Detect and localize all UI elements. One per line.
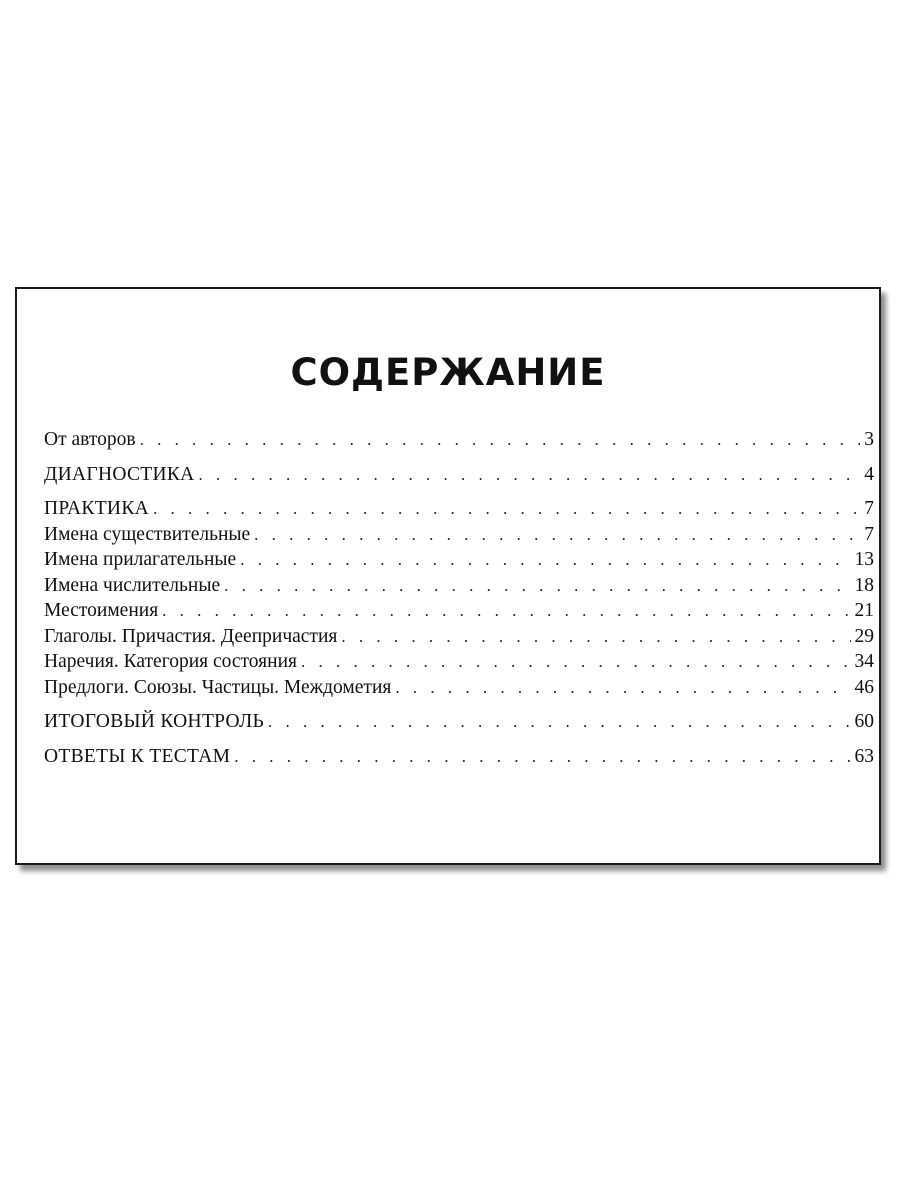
toc-entry-page: 60 [854,711,874,732]
toc-entry-final-control [44,709,874,735]
dot-leader [395,675,850,701]
dot-leader [199,462,861,488]
toc-entry-label: Имена числительные [44,574,221,596]
toc-entry-page: 18 [854,574,874,596]
toc-entry-page: 4 [864,463,874,485]
toc-entry-numerals [44,573,874,599]
toc-entry-label: ДИАГНОСТИКА [44,463,195,485]
toc-entry-page: 21 [854,600,874,621]
dot-leader [162,598,850,624]
dot-leader [268,709,851,735]
contents-page [15,287,881,865]
toc-entry-page: 7 [864,498,874,519]
toc-entry-label: Предлоги. Союзы. Частицы. Междометия [44,676,392,698]
toc-entry-adjectives [44,547,874,573]
toc-entry-label: От авторов [44,429,136,450]
toc-entry-label: ОТВЕТЫ К ТЕСТАМ [44,745,231,767]
toc-entry-page: 63 [854,745,874,767]
toc-entry-label: Имена существительные [44,523,251,545]
dot-leader [153,496,860,522]
dot-leader [234,744,850,770]
dot-leader [224,573,850,599]
toc-entry-label: ПРАКТИКА [44,498,150,519]
toc-entry-verbs [44,624,874,650]
dot-leader [254,522,860,548]
toc-entry-page: 3 [864,429,874,450]
toc-entry-diagnostics [44,462,874,488]
toc-entry-page: 34 [854,651,874,672]
toc-entry-page: 29 [854,625,874,647]
toc-entry-prepositions [44,675,874,701]
contents-title: СОДЕРЖАНИЕ [290,351,606,394]
toc-entry-pronouns [44,598,874,624]
toc-entry-label: Имена прилагательные [44,549,237,570]
dot-leader [240,547,850,573]
dot-leader [140,427,861,453]
contents-list [44,427,874,769]
toc-entry-test-answers [44,744,874,770]
toc-entry-nouns [44,522,874,548]
dot-leader [301,649,851,675]
toc-entry-label: Местоимения [44,600,159,621]
toc-entry-adverbs [44,649,874,675]
toc-entry-page: 46 [854,676,874,698]
dot-leader [341,624,850,650]
toc-entry-page: 13 [854,549,874,570]
toc-entry-label: Наречия. Категория состояния [44,651,297,672]
toc-entry-label: Глаголы. Причастия. Деепричастия [44,625,338,647]
toc-entry-from-authors [44,427,874,453]
toc-entry-label: ИТОГОВЫЙ КОНТРОЛЬ [44,711,264,732]
toc-entry-page: 7 [864,523,874,545]
toc-entry-practice [44,496,874,522]
